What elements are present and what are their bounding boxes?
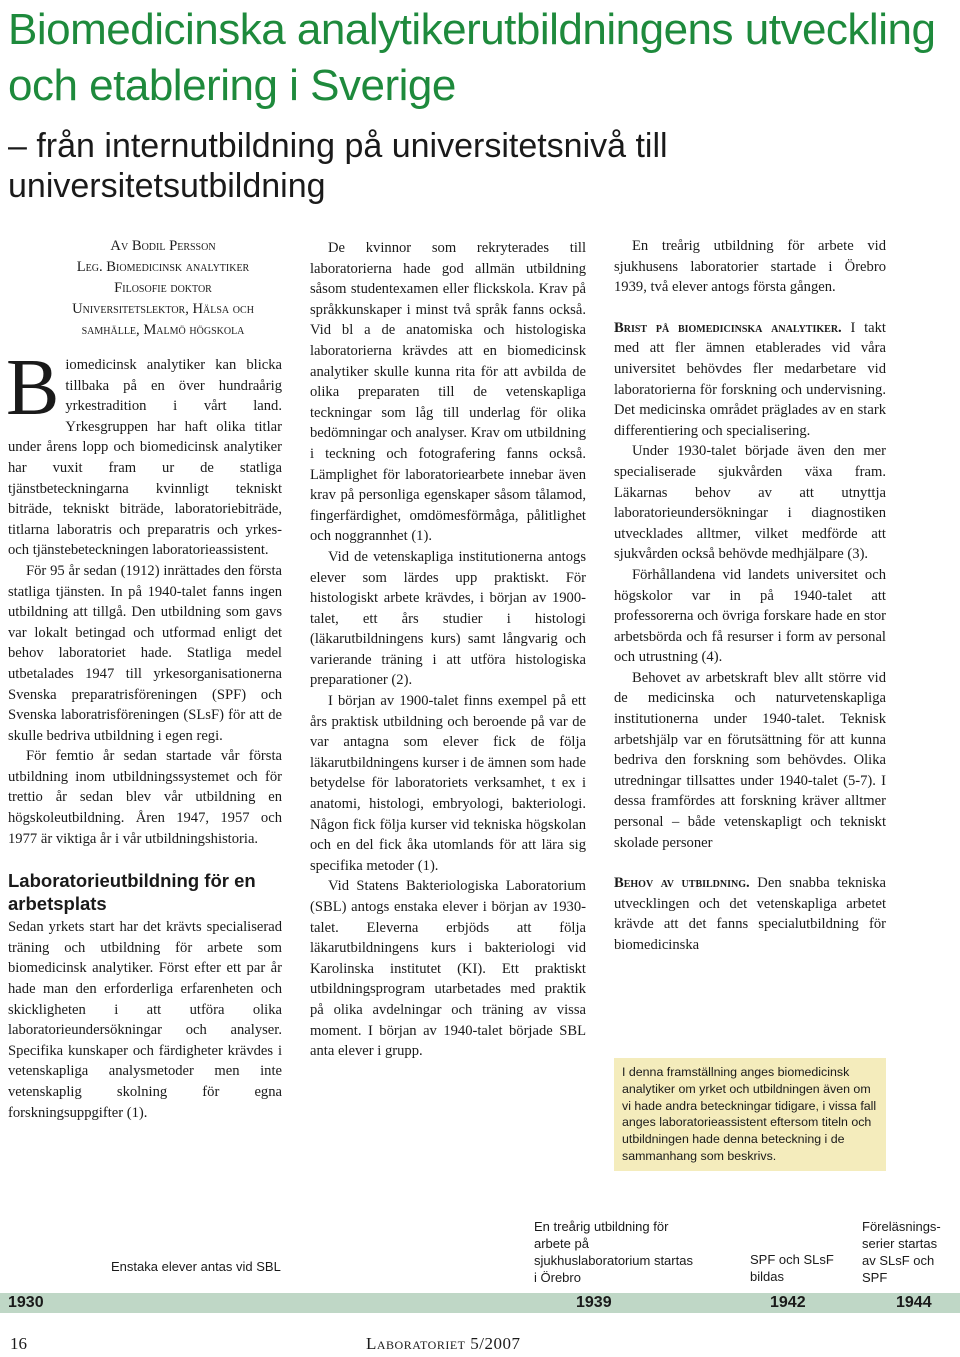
info-box: I denna framställning anges biomedicinsk analytiker om yrket och utbildningen även om vi hade andra beteckningar tidigare, i vissa fall anges laboratorieassistent eftersom titeln och utbildningen hade denna beteckning i de sammanhang som beskrivs. [614, 1058, 886, 1171]
intro-paragraph [6, 344, 282, 561]
timeline-year-1930: 1930 [8, 1294, 44, 1311]
timeline-label-1939: En treårig utbildning för arbete på sjukhuslaboratorium startas i Örebro [534, 1219, 693, 1285]
paragraph: Behovet av arbetskraft blev allt större vid de medicinska och naturvetenskapliga institutionerna under 1940-talet. Teknisk arbetshjälp var en förutsättning för att kunna bedriva den forskning som behövdes. Olika utredningar tillsattes under 1940-talet (5-7). I dessa framfördes att forskning kräver alltmer personal – både vetenskapligt och tekniskt skolade personer [614, 669, 886, 851]
intro-text: iomedicinsk analytiker kan blicka tillbaka på en över hundraårig yrkestradition i vårt land. Yrkesgruppen har haft olika titlar under årens lopp och biomedicinsk analytiker har vuxit fram ur de statliga tjänstbeteckningarna kvinnligt tekniskt biträde, tekniskt biträde, laboratoriebiträde, titlarna laboratris och preparatris och yrkes- och tjänstebeteckningen laboratorieassistent. [8, 357, 282, 559]
section-paragraph [614, 873, 886, 955]
paragraph: Vid de vetenskapliga institutionerna antogs elever som lärdes upp praktiskt. För histologiskt arbete krävdes, i början av 1900-talet, ett års studier i histologi (läkarutbildningens kurs) samt långvarig och varierande träning i att utföra histologiska preparationer (2). [310, 548, 586, 689]
run-in-heading: Brist på biomedicinska analytiker. [614, 319, 842, 336]
paragraph: I början av 1900-talet finns exempel på ett års praktisk utbildning och beroende på var de var antagna som elever fick de följa läkarutbildningens kurser i de ämnen som hade betydelse för laboratoriets verksamhet, t ex i anatomi, histologi, embryologi, bakteriologi. Någon fick följa kurser vid tekniska högskolan och en del fick åka utomlands för att lära sig specifika metoder (1). [310, 693, 586, 874]
run-in-heading: Behov av utbildning. [614, 875, 750, 892]
paragraph: Förhållandena vid landets universitet och högskolor var in på 1940-talet att professorerna och övriga forskare hade en stor arbetsbörda och få resurser i form av personal och utrustning (4). [614, 566, 886, 666]
paragraph: Sedan yrkets start har det krävts specialiserad träning och utbildning för arbete som biomedicinsk analytiker. Först efter ett par år hade man den erforderliga erfarenheten och skickligheten i att utföra olika laboratorieundersökningar och analyser. Specifika kunskaper och färdigheter krävdes i vetenskapliga analysmetoder men inte vetenskaplig skolning för egna forskningsuppgifter (1). [8, 919, 282, 1121]
byline [8, 236, 282, 341]
timeline-year-1944: 1944 [896, 1294, 932, 1311]
byline-degree: Filosofie doktor [114, 280, 212, 296]
paragraph: För femtio år sedan startade vår första utbildning inom utbildningssystemet och för trettio år sedan blev vår utbildning en högskoleutbildning. Åren 1947, 1957 och 1977 är viktiga år i vår utbildningshistoria. [8, 748, 282, 847]
timeline-label-1942: SPF och SLsF bildas [750, 1252, 834, 1284]
byline-title: Leg. Biomedicinsk analytiker [76, 259, 250, 275]
paragraph-text: I takt med att fler ämnen etablerades vid våra universitet behövdes fler medarbetare vid laboratorierna för forskning och undervisning. Det medicinska området präglades av en stark differentiering och specialisering. [614, 319, 886, 439]
timeline-label-1944: Föreläsnings-serier startas av SLsF och SPF [862, 1219, 941, 1285]
byline-author: Av Bodil Persson [110, 238, 216, 254]
column-1 [8, 236, 282, 1123]
byline-affiliation: samhälle, Malmö högskola [81, 322, 245, 338]
paragraph: För 95 år sedan (1912) inrättades den första statliga tjänsten. In på 1940-talet fanns ingen utbildning att tillgå. Den utbildning som gavs var lokalt betingad och utformad enligt det behov laboratoriet hade. Statliga medel utbetalades 1947 till yrkesorganisationerna Svenska preparatrisföreningen (SPF) och Svenska laboratrisföreningen (SLsF) för att de skulle bedriva utbildning i egen regi. [8, 562, 282, 744]
magazine-issue: Laboratoriet 5/2007 [366, 1334, 521, 1353]
article-subtitle: – från internutbildning på universitetsnivå till universitetsutbildning [8, 127, 668, 205]
timeline-year-1939: 1939 [576, 1294, 612, 1311]
section-heading: Laboratorieutbildning för en arbetsplats [8, 870, 256, 915]
drop-cap: B [6, 344, 60, 432]
paragraph: Under 1930-talet började även den mer specialiserade sjukvården växa fram. Läkarnas behov av att utnyttja laboratorieundersökningar i diagnostiken utvecklades alltmer, vilket medförde att sjukvården också behövde medhjälpare (3). [614, 443, 886, 563]
paragraph-text: Den snabba tekniska utvecklingen och det vetenskapliga arbetet krävde att det fanns specialutbildning för biomedicinska [614, 875, 886, 953]
column-3 [614, 236, 886, 956]
paragraph: De kvinnor som rekryterades till laboratorierna hade god allmän utbildning såsom studentexamen eller flickskola. Krav på språkkunskaper i minst två språk fanns också. Vid bl a de anatomiska och histologiska laboratorierna krävdes att en biomedicinsk analytiker skulle kunna rita för att avbilda de olika preparaten till de vetenskapliga teckningar som låg till underlag för olika bedömningar och analyser. Krav om utbildning i teckning och fotografering fanns också. Lämplighet för laboratoriearbete innebar även krav på personliga egenskaper såsom tålamod, fingerfärdighet, omdömesförmåga, pålitlighet och noggrannhet (1). [310, 240, 586, 545]
timeline-label-1930: Enstaka elever antas vid SBL [111, 1259, 281, 1274]
byline-position: Universitetslektor, Hälsa och [72, 301, 254, 317]
column-2 [310, 238, 586, 1062]
section-paragraph [614, 318, 886, 442]
page-number: 16 [10, 1334, 27, 1353]
timeline-year-1942: 1942 [770, 1294, 806, 1311]
paragraph: En treårig utbildning för arbete vid sjukhusens laboratorier startade i Örebro 1939, två elever antogs första gången. [614, 238, 886, 296]
article-title: Biomedicinska analytikerutbildningens utveckling och etablering i Sverige [8, 5, 936, 110]
paragraph: Vid Statens Bakteriologiska Laboratorium (SBL) antogs enstaka elever i början av 1930-talet. Eleverna erbjöds att följa läkarutbildningens kurs i bakteriologi vid Karolinska institutet (KI). Ett praktiskt utbildningsprogram utarbetades med praktik på olika avdelningar och träning av vissa moment. I början av 1940-talet började SBL anta elever i grupp. [310, 878, 586, 1060]
timeline-bar [0, 1293, 960, 1313]
